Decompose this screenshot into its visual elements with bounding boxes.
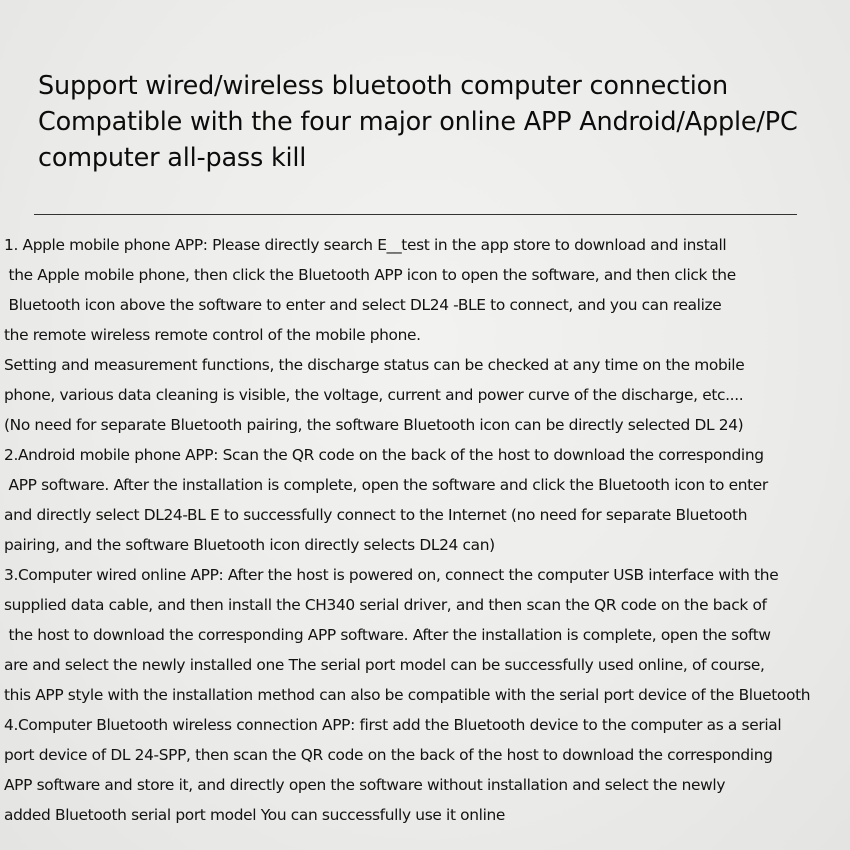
text-line: the host to download the corresponding APP software. After the installation is complete, open the softw bbox=[4, 626, 771, 644]
text-line: Setting and measurement functions, the discharge status can be checked at any time on the mobile bbox=[4, 356, 745, 374]
heading bbox=[38, 68, 838, 176]
heading-line: computer all-pass kill bbox=[38, 143, 307, 173]
instructions-text bbox=[4, 230, 850, 830]
text-line: Bluetooth icon above the software to enter and select DL24 -BLE to connect, and you can realize bbox=[4, 296, 722, 314]
text-line: the Apple mobile phone, then click the Bluetooth APP icon to open the software, and then click the bbox=[4, 266, 736, 284]
text-line: APP software and store it, and directly open the software without installation and select the newly bbox=[4, 776, 726, 794]
text-line: 3.Computer wired online APP: After the host is powered on, connect the computer USB interface with the bbox=[4, 566, 779, 584]
text-line: phone, various data cleaning is visible, the voltage, current and power curve of the discharge, etc.... bbox=[4, 386, 744, 404]
text-line: added Bluetooth serial port model You can successfully use it online bbox=[4, 806, 506, 824]
text-line: the remote wireless remote control of the mobile phone. bbox=[4, 326, 421, 344]
text-line: 2.Android mobile phone APP: Scan the QR code on the back of the host to download the corresponding bbox=[4, 446, 764, 464]
heading-line: Compatible with the four major online APP Android/Apple/PC bbox=[38, 107, 798, 137]
divider-line bbox=[34, 214, 797, 215]
text-line: supplied data cable, and then install the CH340 serial driver, and then scan the QR code on the back of bbox=[4, 596, 767, 614]
text-line: 4.Computer Bluetooth wireless connection APP: first add the Bluetooth device to the computer as a serial bbox=[4, 716, 782, 734]
text-line: are and select the newly installed one The serial port model can be successfully used online, of course, bbox=[4, 656, 765, 674]
text-line: this APP style with the installation method can also be compatible with the serial port device of the Bluetooth bbox=[4, 686, 811, 704]
text-line: APP software. After the installation is complete, open the software and click the Bluetooth icon to enter bbox=[4, 476, 768, 494]
text-line: (No need for separate Bluetooth pairing, the software Bluetooth icon can be directly selected DL 24) bbox=[4, 416, 744, 434]
text-line: port device of DL 24-SPP, then scan the QR code on the back of the host to download the corresponding bbox=[4, 746, 773, 764]
text-line: and directly select DL24-BL E to successfully connect to the Internet (no need for separate Bluetooth bbox=[4, 506, 748, 524]
heading-line: Support wired/wireless bluetooth computer connection bbox=[38, 71, 729, 101]
text-line: 1. Apple mobile phone APP: Please directly search E__test in the app store to download and install bbox=[4, 236, 727, 254]
text-line: pairing, and the software Bluetooth icon directly selects DL24 can) bbox=[4, 536, 495, 554]
